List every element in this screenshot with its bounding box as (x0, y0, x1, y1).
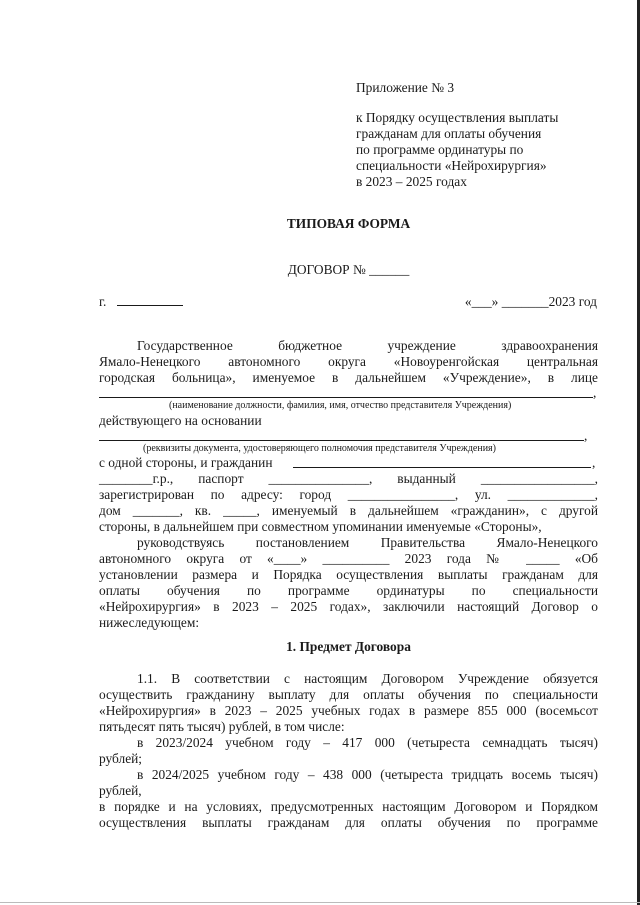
preamble-line: автономного округа от «____» __________ 2023 года № _____ «Об (99, 551, 598, 566)
city-label: г. (99, 294, 107, 309)
preamble-line: зарегистрирован по адресу: город ________________, ул. _____________, (99, 487, 598, 502)
section-line: 1.1. В соответствии с настоящим Договором Учреждение обязуется (137, 671, 598, 686)
section-heading: 1. Предмет Договора (286, 639, 411, 654)
contract-title: ДОГОВОР № ______ (287, 262, 410, 277)
section-line: осуществить гражданину выплату для оплаты обучения по специальности (99, 687, 598, 702)
caption-representative: (наименование должности, фамилия, имя, отчество представителя Учреждения) (169, 400, 512, 411)
preamble-line: городская больница», именуемое в дальнейшем «Учреждение», в лице (99, 370, 598, 385)
form-title: ТИПОВАЯ ФОРМА (286, 216, 411, 231)
preamble-line: Ямало-Ненецкого автономного округа «Новоуренгойская центральная (99, 354, 598, 369)
preamble-line: оплаты обучения по программе ординатуры по специальности (99, 583, 598, 598)
section-line: в 2024/2025 учебном году – 438 000 (четыреста тридцать восемь тысяч) (137, 767, 598, 782)
representative-blank (99, 397, 593, 398)
preamble-line: руководствуясь постановлением Правительства Ямало-Ненецкого (137, 535, 598, 550)
citizen-name-blank (293, 467, 591, 468)
appendix-line: гражданам для оплаты обучения (356, 126, 542, 141)
appendix-title: Приложение № 3 (356, 80, 455, 95)
preamble-line: нижеследующем: (99, 615, 200, 630)
section-line: рублей; (99, 751, 143, 766)
section-line: осуществления выплаты гражданам для оплаты обучения по программе (99, 815, 598, 830)
appendix-line: по программе ординатуры по (356, 142, 524, 157)
preamble-line: дом _______, кв. _____, именуемый в дальнейшем «гражданин», с другой (99, 503, 598, 518)
caption-authority: (реквизиты документа, удостоверяющего полномочия представителя Учреждения) (143, 443, 496, 454)
preamble-line: с одной стороны, и гражданин (99, 455, 273, 470)
authority-document-blank (99, 440, 584, 441)
preamble-line: установлении размера и Порядка осуществления выплаты гражданам для (99, 567, 598, 582)
comma: , (592, 455, 596, 470)
section-line: рублей, (99, 783, 142, 798)
appendix-line: в 2023 – 2025 годах (356, 174, 467, 189)
contract-date: «___» _______2023 год (464, 294, 597, 309)
preamble-line: стороны, в дальнейшем при совместном упоминании именуемые «Стороны», (99, 519, 542, 534)
city-blank (117, 305, 183, 306)
comma: , (584, 428, 588, 443)
page-edge-bottom (0, 902, 640, 903)
section-line: в порядке и на условиях, предусмотренных настоящим Договором и Порядком (99, 799, 598, 814)
preamble-line: Государственное бюджетное учреждение здравоохранения (137, 338, 598, 353)
preamble-line: действующего на основании (99, 413, 262, 428)
section-line: пятьдесят пять тысяч) рублей, в том числе: (99, 719, 345, 734)
comma: , (593, 385, 597, 400)
section-line: в 2023/2024 учебном году – 417 000 (четыреста семнадцать тысяч) (137, 735, 598, 750)
preamble-line: ________г.р., паспорт _______________, выданный _________________, (99, 471, 598, 486)
appendix-line: к Порядку осуществления выплаты (356, 110, 559, 125)
section-line: «Нейрохирургия» в 2023 – 2025 учебных годах в размере 855 000 (восемьсот (99, 703, 598, 718)
appendix-line: специальности «Нейрохирургия» (356, 158, 547, 173)
preamble-line: «Нейрохирургия» в 2023 – 2025 годах», заключили настоящий Договор о (99, 599, 598, 614)
